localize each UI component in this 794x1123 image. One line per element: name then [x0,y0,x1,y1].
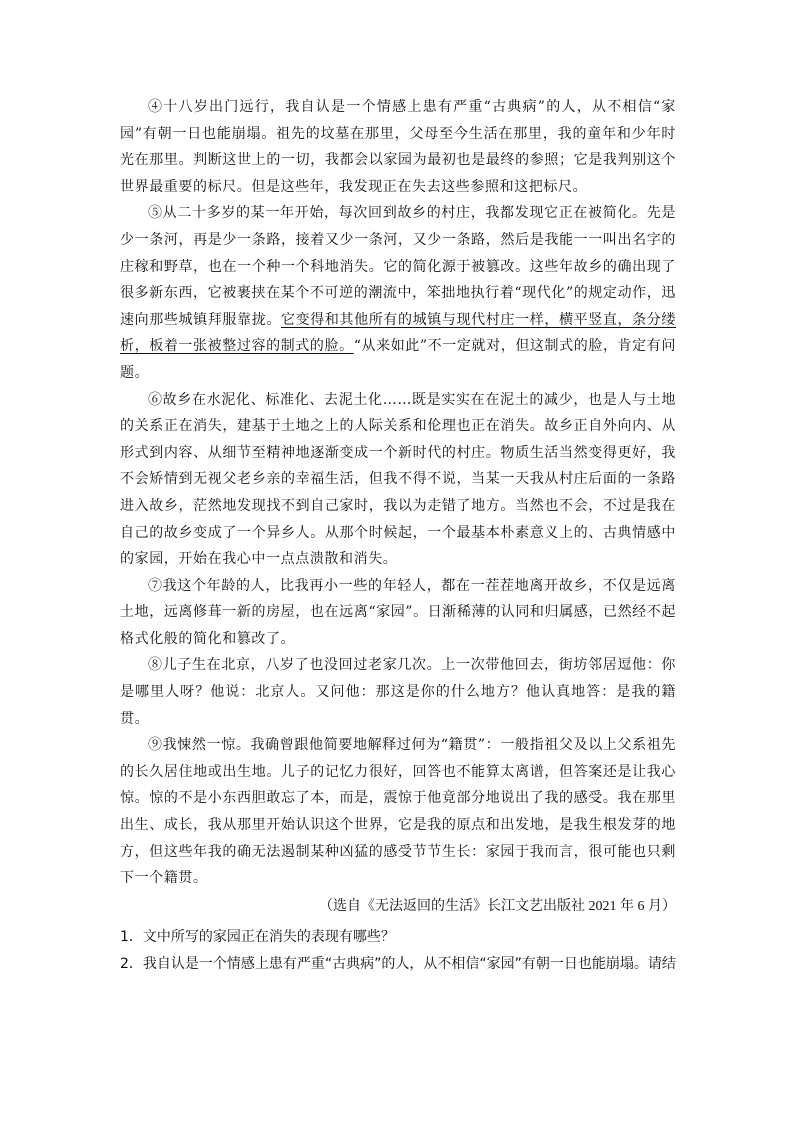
paragraph-5 [120,200,676,386]
paragraph-8: ⑧儿子生在北京，八岁了也没回过老家几次。上一次带他回去，街坊邻居逗他：你是哪里人呀？他说：北京人。又问他：那这是你的什么地方？他认真地答：是我的籍贯。 [120,657,676,727]
paragraph-9: ⑨我悚然一惊。我确曾跟他简要地解释过何为“籍贯”：一般指祖父及以上父系祖先的长久居住地或出生地。儿子的记忆力很好，回答也不能算太离谱，但答案还是让我心惊。惊的不是小东西胆敢忘了本，而是，震惊于他竟部分地说出了我的感受。我在那里出生、成长，我从那里开始认识这个世界，它是我的原点和出发地，是我生根发芽的地方，但这些年我的确无法遏制某种凶猛的感受节节生长：家园于我而言，很可能也只剩下一个籍贯。 [120,737,676,887]
paragraph-6: ⑥故乡在水泥化、标准化、去泥土化……既是实实在在泥土的减少，也是人与土地的关系正在消失，建基于土地之上的人际关系和伦理也正在消失。故乡正自外向内、从形式到内容、从细节至精神地逐渐变成一个新时代的村庄。物质生活当然变得更好，我不会矫情到无视父老乡亲的幸福生活，但我不得不说，当某一天我从村庄后面的一条路进入故乡，茫然地发现找不到自己家时，我以为走错了地方。当然也不会，不过是我在自己的故乡变成了一个异乡人。从那个时候起，一个最基本朴素意义上的、古典情感中的家园，开始在我心中一点点溃散和消失。 [120,391,676,568]
paragraph-7: ⑦我这个年龄的人，比我再小一些的年轻人，都在一茬茬地离开故乡，不仅是远离土地，远离修葺一新的房屋，也在远离“家园”。日渐稀薄的认同和归属感，已然经不起格式化般的简化和篡改了。 [120,577,676,647]
question-2: 2．我自认是一个情感上患有严重“古典病”的人，从不相信“家园”有朝一日也能崩塌。请结 [120,955,676,972]
question-1: 1．文中所写的家园正在消失的表现有哪些？ [120,928,395,945]
document-page [120,94,676,978]
paragraph-5-ending: “从来如此”不一定就对，但这制式的脸，肯定有问题。 [120,338,676,381]
paragraph-4: ④十八岁出门远行，我自认是一个情感上患有严重“古典病”的人，从不相信“家园”有朝一日也能崩塌。祖先的坟墓在那里，父母至今生活在那里，我的童年和少年时光在那里。判断这世上的一切，我都会以家园为最初也是最终的参照；它是我判别这个世界最重要的标尺。但是这些年，我发现正在失去这些参照和这把标尺。 [120,99,676,195]
paragraph-5-text: ⑤从二十多岁的某一年开始，每次回到故乡的村庄，我都发现它正在被简化。先是少一条河，再是少一条路，接着又少一条河，又少一条路，然后是我能一一叫出名字的庄稼和野草，也在一个种一个科地消失。它的简化源于被篡改。这些年故乡的确出现了很多新东西，它被裹挟在某个不可逆的潮流中，笨拙地执行着“现代化”的规定动作，迅速向那些城镇拜服靠拢。 [120,205,676,328]
underlined-sentence: 它变得和其他所有的城镇与现代村庄一样，横平竖直，条分缕析，板着一张被整过容的制式的脸。 [120,311,676,355]
source-citation: （选自《无法返回的生活》长江文艺出版社 2021 年 6 月） [319,898,676,914]
